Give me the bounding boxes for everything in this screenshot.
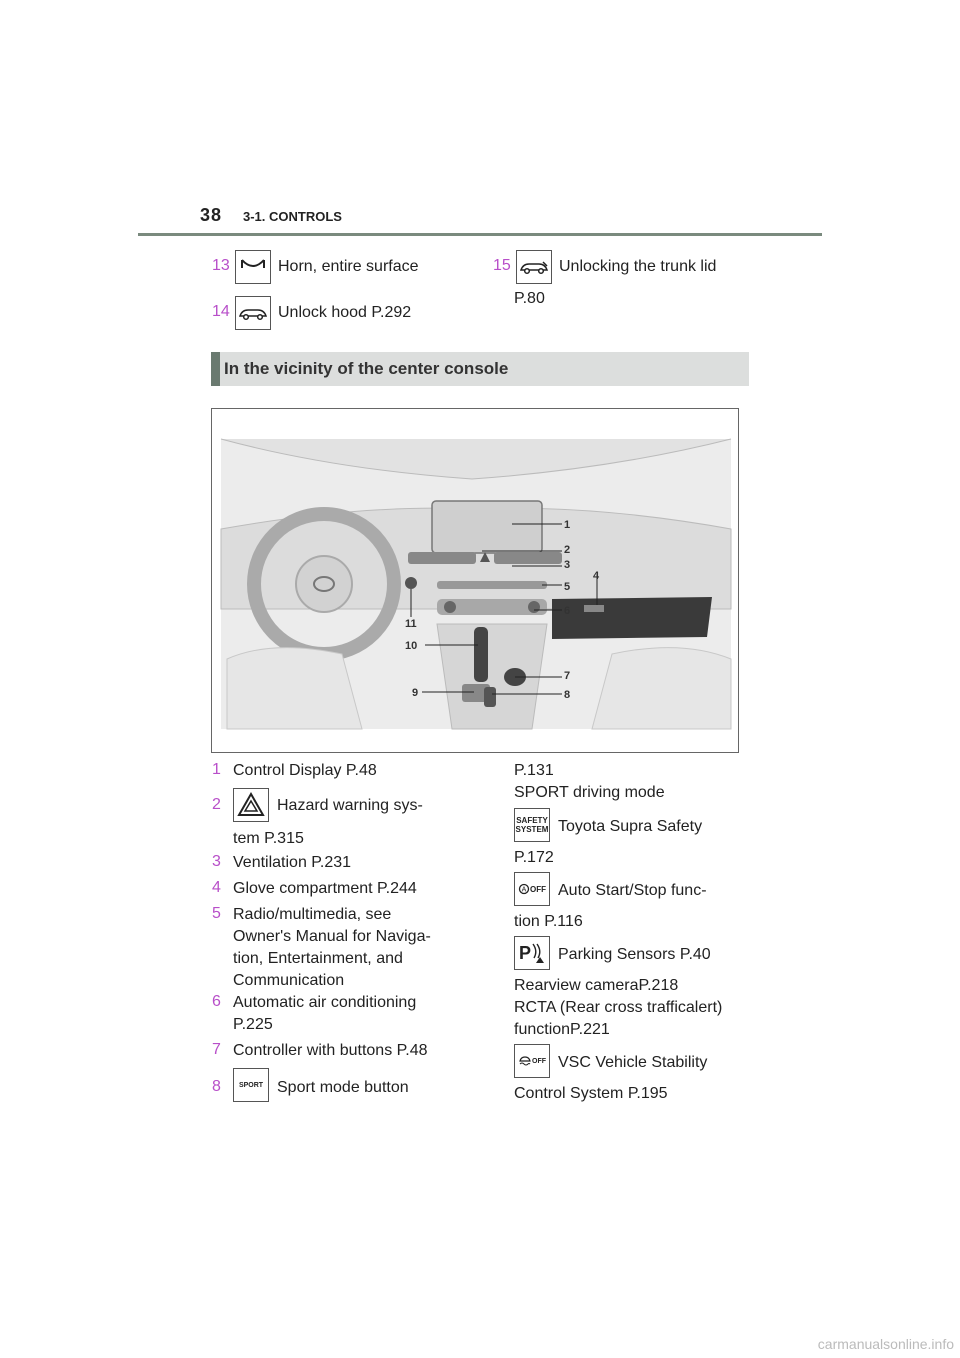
car-hood-icon (235, 296, 271, 330)
item-text: SPORT driving mode (514, 784, 665, 801)
item-text: VSC Vehicle Stability (558, 1054, 708, 1071)
item-number: 14 (212, 303, 230, 320)
callout-5: 5 (564, 581, 571, 593)
watermark[interactable]: carmanualsonline.info (817, 1336, 954, 1352)
item-text: Sport mode button (277, 1079, 409, 1096)
banner-title: In the vicinity of the center console (224, 359, 509, 378)
item-text: Toyota Supra Safety (558, 818, 703, 835)
vsc-icon-label: OFF (532, 1057, 546, 1065)
dashboard-illustration (211, 408, 739, 753)
item-number: 8 (212, 1078, 221, 1095)
item-number: 7 (212, 1041, 221, 1058)
safety-system-icon (514, 808, 550, 842)
item-text: Control System P.195 (514, 1085, 668, 1102)
callout-2: 2 (564, 544, 571, 556)
item-text: Glove compartment P.244 (233, 880, 417, 897)
safety-icon-label-2: SYSTEM (515, 825, 549, 834)
section-title: 3-1. CONTROLS (243, 209, 342, 224)
item-text: Control Display P.48 (233, 762, 377, 779)
car-trunk-icon (516, 250, 552, 284)
item-text: RCTA (Rear cross trafficalert) (514, 999, 723, 1016)
item-text: Owner's Manual for Naviga- (233, 928, 431, 945)
banner-bar (211, 352, 220, 386)
item-text: Unlock hood P.292 (278, 304, 412, 321)
item-text: Automatic air conditioning (233, 994, 417, 1011)
callout-3: 3 (564, 559, 571, 571)
item-text: P.131 (514, 762, 554, 779)
item-number: 15 (493, 257, 511, 274)
callout-labels (212, 409, 739, 753)
item-text: P.80 (514, 290, 545, 307)
item-text: Radio/multimedia, see (233, 906, 392, 923)
item-text: Ventilation P.231 (233, 854, 352, 871)
auto-start-stop-icon (514, 872, 550, 906)
header-rule (138, 233, 822, 236)
vsc-off-icon (514, 1044, 550, 1078)
item-text: Parking Sensors P.40 (558, 946, 711, 963)
item-text: Hazard warning sys- (277, 797, 423, 814)
item-number: 6 (212, 993, 221, 1010)
item-number: 3 (212, 853, 221, 870)
autostart-icon-label: OFF (530, 884, 546, 894)
sport-icon-label: SPORT (238, 1081, 264, 1089)
horn-icon (235, 250, 271, 284)
item-number: 5 (212, 905, 221, 922)
item-text: Auto Start/Stop func- (558, 882, 707, 899)
item-text: P.225 (233, 1016, 273, 1033)
item-text: Horn, entire surface (278, 258, 419, 275)
callout-4: 4 (593, 570, 600, 582)
item-text: tem P.315 (233, 830, 304, 847)
callout-8: 8 (564, 689, 571, 701)
item-number: 2 (212, 796, 221, 813)
callout-6: 6 (564, 605, 571, 617)
item-text: Communication (233, 972, 345, 989)
item-number: 4 (212, 879, 221, 896)
item-text: functionP.221 (514, 1021, 610, 1038)
item-text: P.172 (514, 849, 554, 866)
sport-button-icon (233, 1068, 269, 1102)
parking-sensors-icon (514, 936, 550, 970)
page-number: 38 (200, 205, 223, 225)
callout-10: 10 (405, 640, 418, 652)
parking-icon-label: P (518, 942, 531, 963)
item-text: tion P.116 (514, 913, 583, 930)
item-number: 13 (212, 257, 230, 274)
item-text: Unlocking the trunk lid (559, 258, 717, 275)
item-text: Rearview cameraP.218 (514, 977, 679, 994)
item-number: 1 (212, 761, 221, 778)
section-banner (211, 352, 749, 386)
safety-icon-label-1: SAFETY (516, 816, 548, 825)
callout-1: 1 (564, 519, 571, 531)
hazard-icon (233, 788, 269, 822)
callout-9: 9 (412, 687, 419, 699)
svg-text:A: A (521, 886, 527, 894)
callout-11: 11 (405, 618, 417, 630)
item-text: tion, Entertainment, and (233, 950, 403, 967)
item-text: Controller with buttons P.48 (233, 1042, 428, 1059)
callout-7: 7 (564, 670, 571, 682)
